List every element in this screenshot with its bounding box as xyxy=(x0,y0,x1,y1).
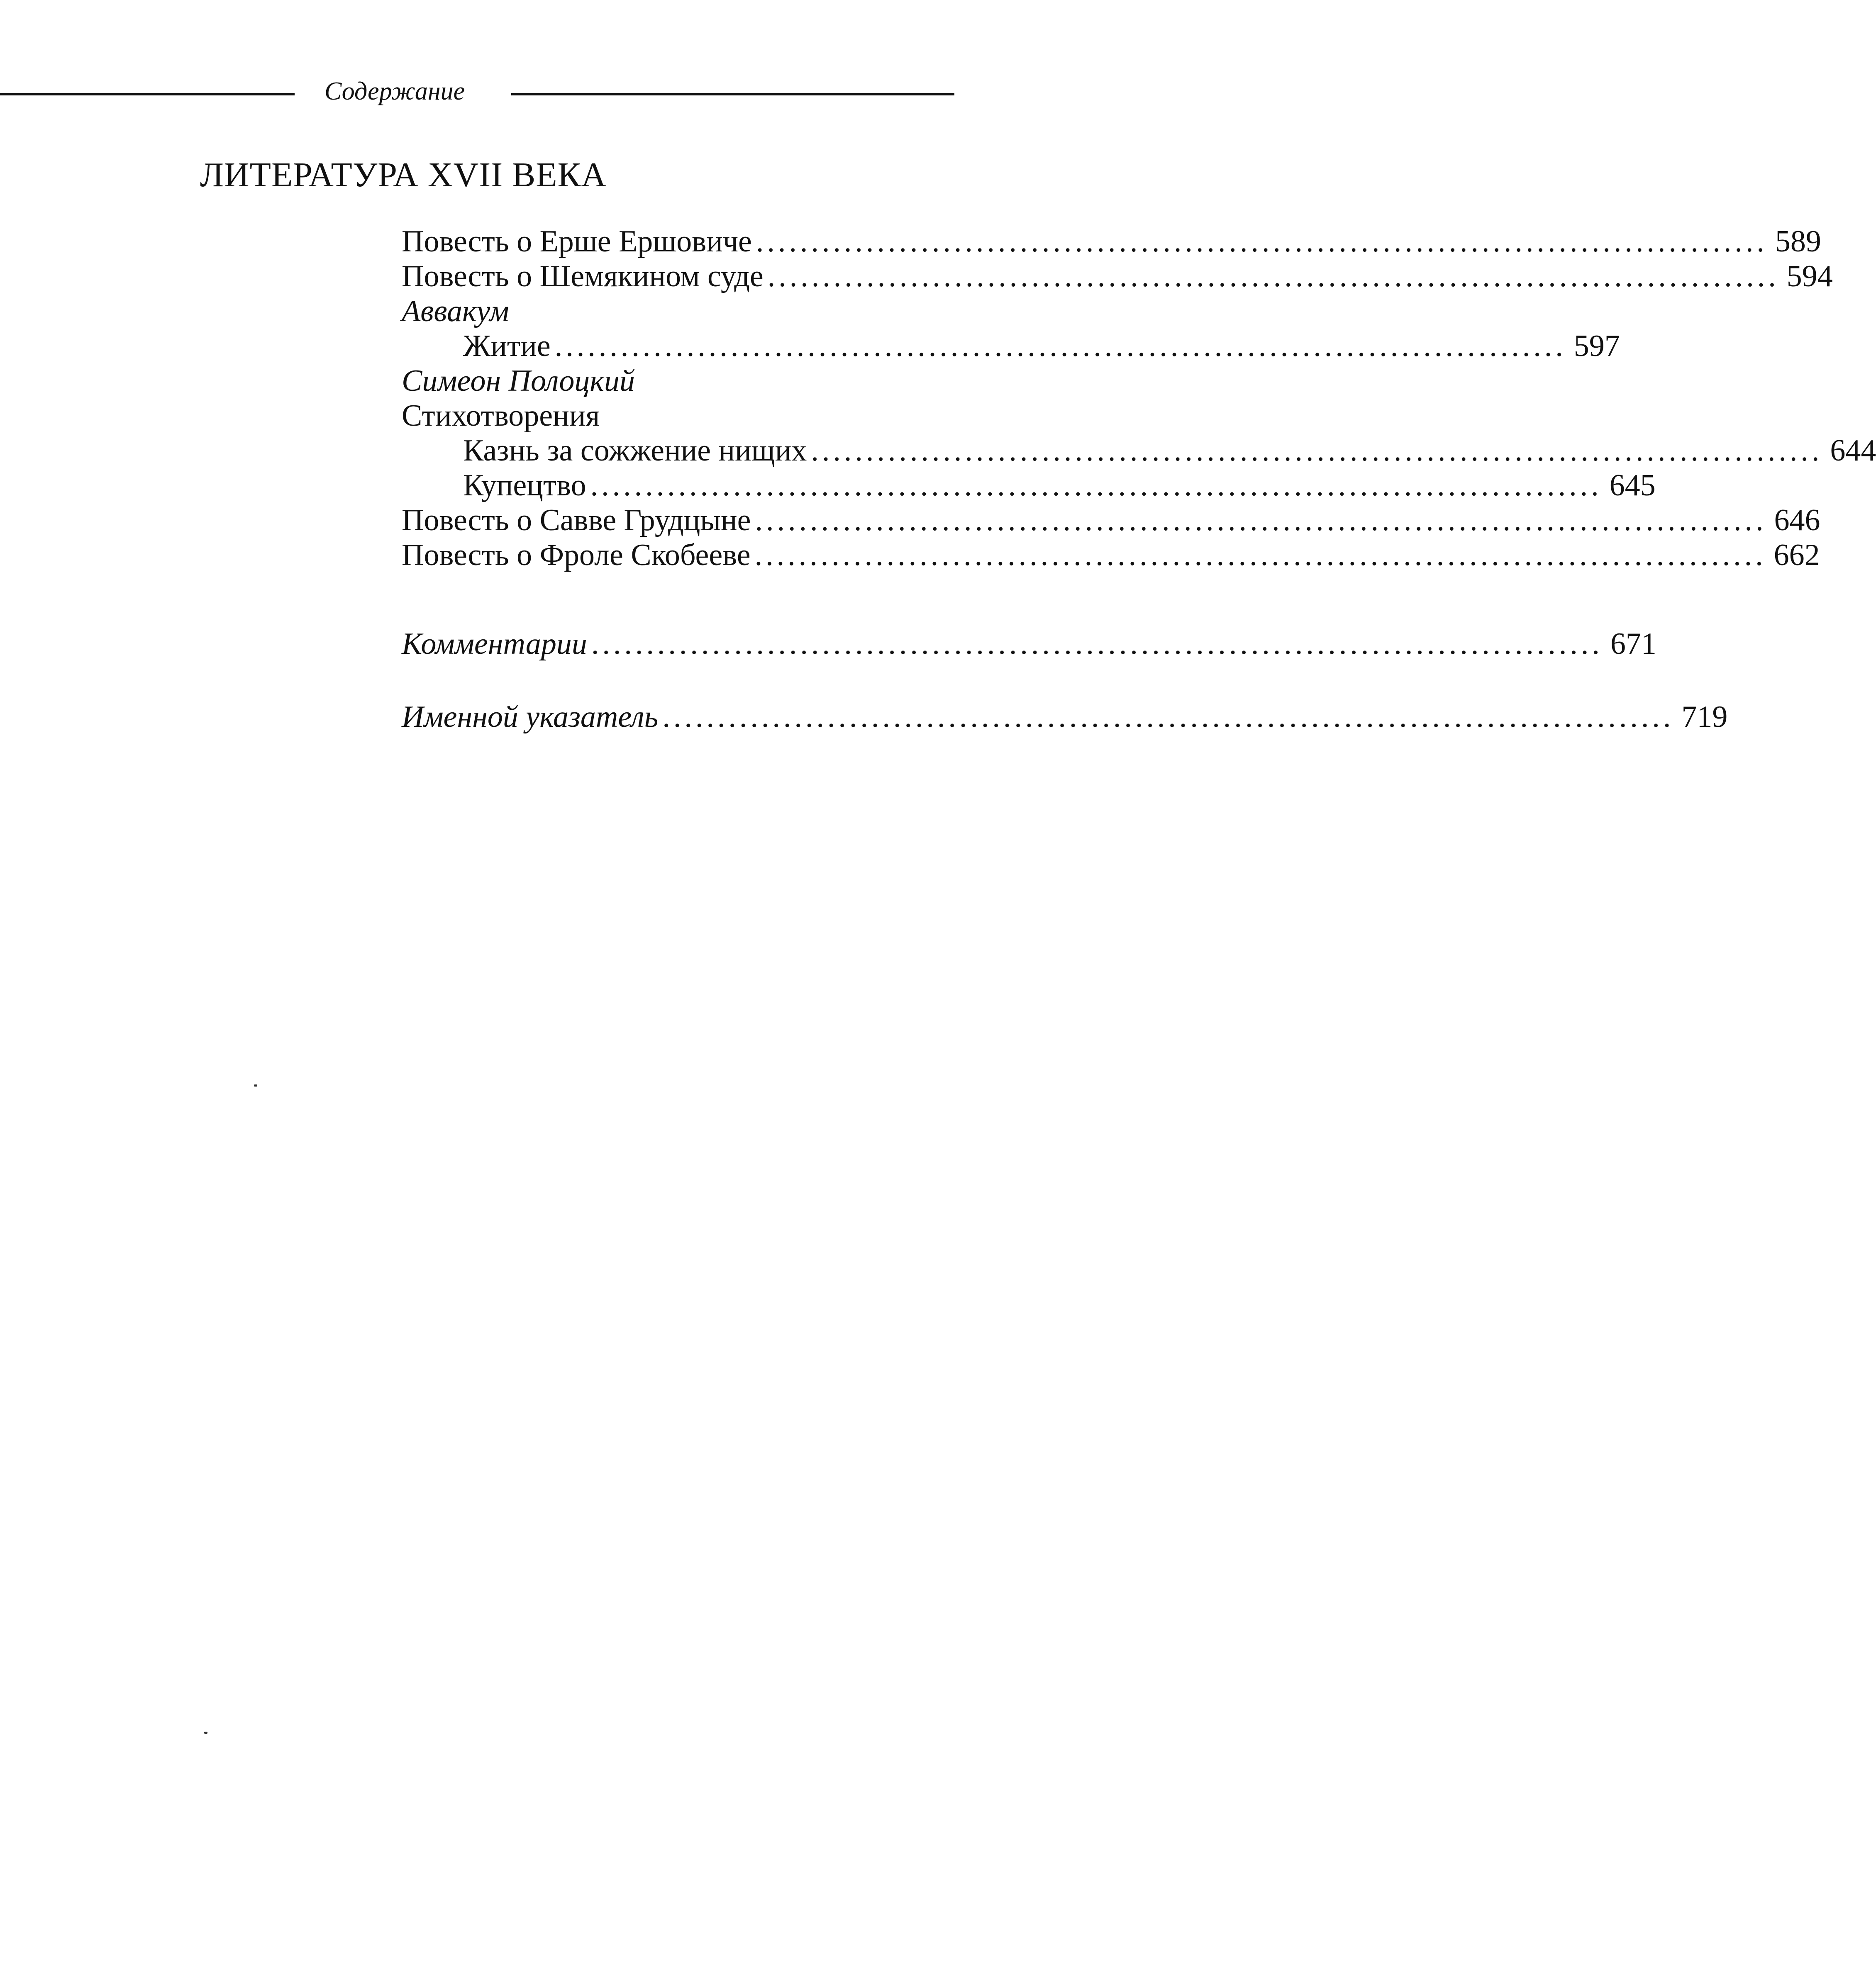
toc-group-poems: Стихотворения xyxy=(402,399,600,433)
toc-leader: ............................................................................................ xyxy=(662,700,1674,734)
toc-entry-title: Казнь за сожжение нищих xyxy=(463,434,807,468)
toc-leader: ............................................................................................ xyxy=(811,434,1823,468)
toc-page-number: 671 xyxy=(1610,627,1656,661)
toc-entry-frol[interactable] xyxy=(402,538,1820,573)
toc-entry-title: Повесть о Шемякином суде xyxy=(402,259,764,293)
toc-page-number: 644 xyxy=(1830,434,1876,468)
running-head-rule-right xyxy=(511,93,954,95)
table-of-contents xyxy=(402,224,1876,734)
toc-author-avvakum: Аввакум xyxy=(402,294,509,328)
toc-entry-title: Купецтво xyxy=(463,468,586,502)
toc-page-number: 645 xyxy=(1609,468,1656,502)
toc-leader: ............................................................................................ xyxy=(590,468,1602,502)
toc-page-number: 589 xyxy=(1775,224,1821,258)
toc-entry-title: Повесть о Ерше Ершовиче xyxy=(402,224,752,258)
toc-entry-savva[interactable] xyxy=(402,503,1820,538)
toc-page-number: 594 xyxy=(1786,259,1833,293)
running-head-title: Содержание xyxy=(324,77,465,105)
toc-page-number: 646 xyxy=(1774,503,1820,537)
running-head-rule-left xyxy=(0,93,295,95)
running-head xyxy=(0,75,954,108)
toc-leader: ............................................................................................ xyxy=(767,259,1779,293)
toc-author-simeon: Симеон Полоцкий xyxy=(402,364,635,398)
toc-leader: ............................................................................................ xyxy=(591,627,1603,661)
toc-leader: ............................................................................................ xyxy=(554,329,1566,363)
toc-entry-title: Комментарии xyxy=(402,627,587,661)
toc-entry-title: Именной указатель xyxy=(402,700,659,734)
toc-entry-kazn[interactable] xyxy=(402,433,1876,468)
toc-leader: ............................................................................................ xyxy=(755,503,1767,537)
toc-entry-title: Житие xyxy=(463,329,551,363)
toc-leader: ............................................................................................ xyxy=(756,224,1768,258)
toc-entry-name-index[interactable] xyxy=(402,699,1728,734)
toc-page-number: 719 xyxy=(1681,700,1728,734)
section-heading: ЛИТЕРАТУРА XVII ВЕКА xyxy=(200,156,607,194)
toc-entry-title: Повесть о Фроле Скобееве xyxy=(402,538,751,572)
toc-entry-zhitie[interactable] xyxy=(402,329,1620,363)
toc-entry-ersh[interactable] xyxy=(402,224,1821,259)
toc-entry-commentary[interactable] xyxy=(402,626,1656,661)
toc-entry-shemyaka[interactable] xyxy=(402,259,1833,294)
toc-entry-title: Повесть о Савве Грудцыне xyxy=(402,503,751,537)
scan-speck xyxy=(204,1732,207,1734)
toc-entry-kupectvo[interactable] xyxy=(402,468,1656,503)
toc-leader: ............................................................................................ xyxy=(754,538,1766,572)
toc-page-number: 662 xyxy=(1774,538,1820,572)
scan-speck xyxy=(254,1084,257,1087)
toc-page-number: 597 xyxy=(1573,329,1620,363)
